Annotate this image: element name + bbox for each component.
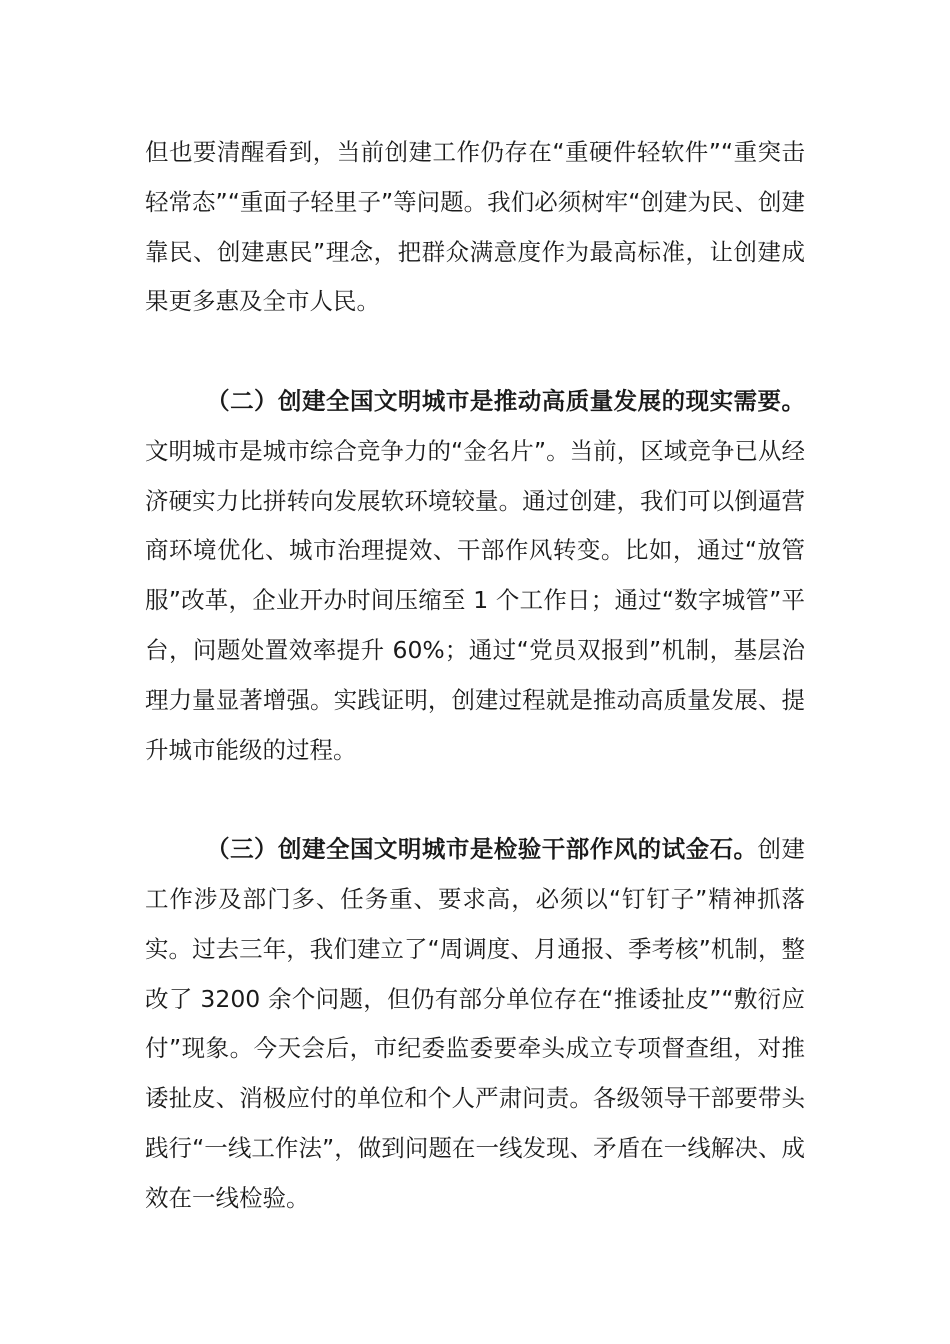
section-heading-3: （三）创建全国文明城市是检验干部作风的试金石。	[206, 835, 758, 864]
paragraph-1-text: 但也要清醒看到，当前创建工作仍存在“重硬件轻软件”“重突击轻常态”“重面子轻里子”等问题。我们必须树牢“创建为民、创建靠民、创建惠民”理念，把群众满意度作为最高标准，让创建成果更多惠及全市人民。	[145, 138, 805, 316]
document-body	[145, 128, 805, 1224]
paragraph-3	[145, 825, 805, 1223]
section-heading-2: （二）创建全国文明城市是推动高质量发展的现实需要。	[206, 386, 805, 415]
paragraph-1	[145, 128, 805, 327]
paragraph-2-text: 文明城市是城市综合竞争力的“金名片”。当前，区域竞争已从经济硬实力比拼转向发展软环境较量。通过创建，我们可以倒逼营商环境优化、城市治理提效、干部作风转变。比如，通过“放管服”改革，企业开办时间压缩至 1 个工作日；通过“数字城管”平台，问题处置效率提升 60%；通过“党员双报到”机制，基层治理力量显著增强。实践证明，创建过程就是推动高质量发展、提升城市能级的过程。	[145, 436, 805, 764]
paragraph-2	[145, 377, 805, 775]
paragraph-3-text: 创建工作涉及部门多、任务重、要求高，必须以“钉钉子”精神抓落实。过去三年，我们建立了“周调度、月通报、季考核”机制，整改了 3200 余个问题，但仍有部分单位存在“推诿扯皮”“敷衍应付”现象。今天会后，市纪委监委要牵头成立专项督查组，对推诿扯皮、消极应付的单位和个人严肃问责。各级领导干部要带头践行“一线工作法”，做到问题在一线发现、矛盾在一线解决、成效在一线检验。	[145, 835, 806, 1212]
